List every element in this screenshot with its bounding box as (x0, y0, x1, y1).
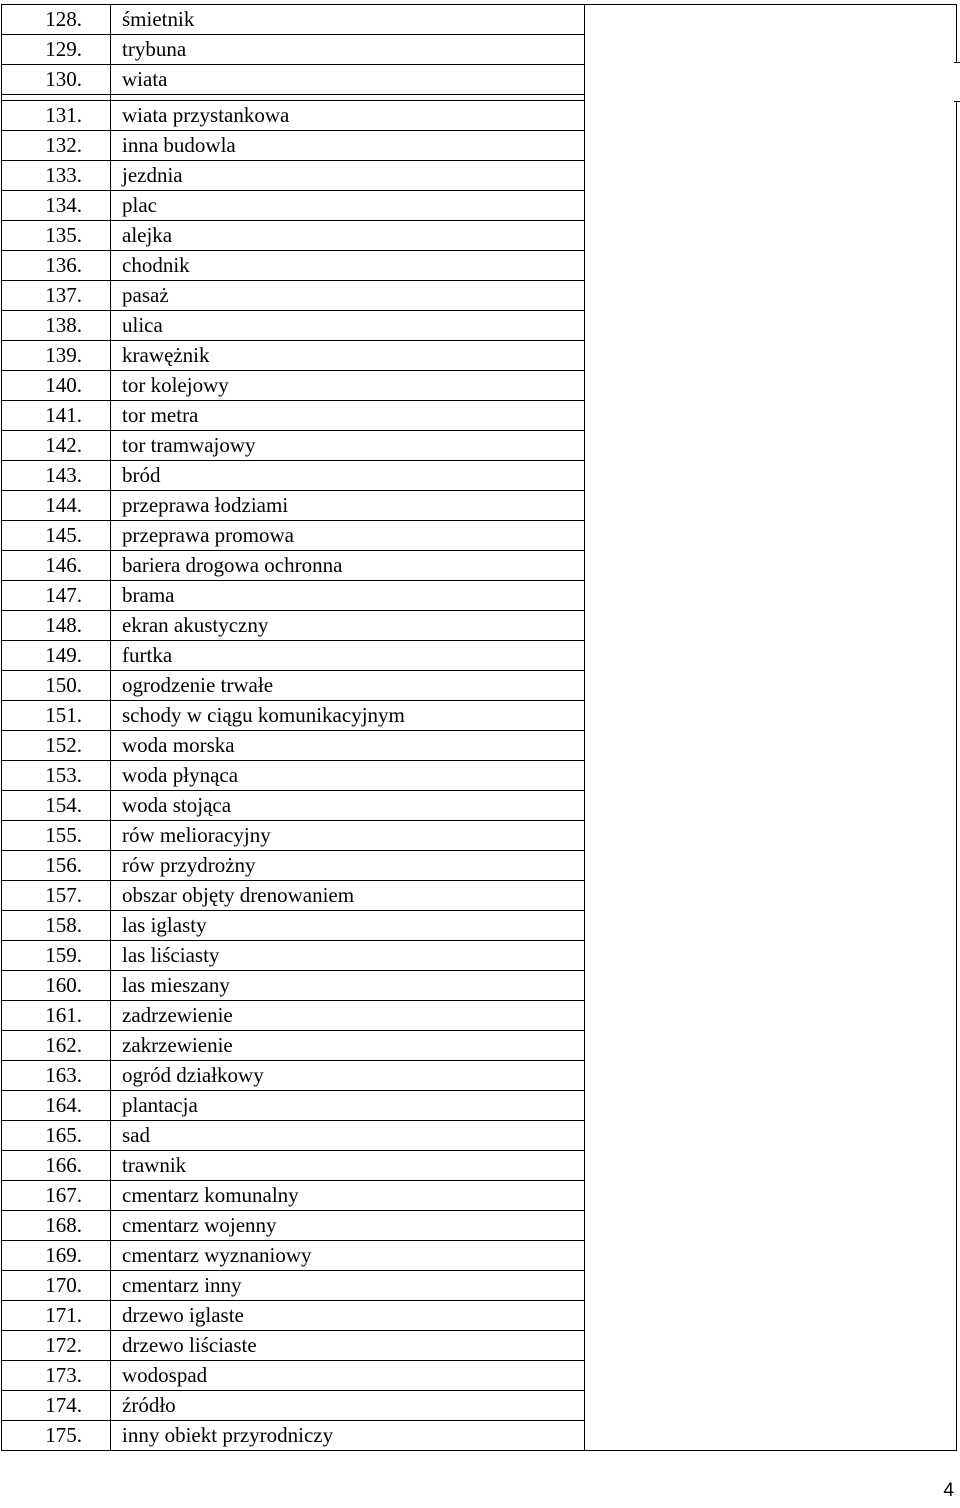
row-name: woda morska (111, 731, 585, 761)
row-name: woda stojąca (111, 791, 585, 821)
row-number: 137. (2, 281, 111, 311)
row-number: 146. (2, 551, 111, 581)
row-number: 138. (2, 311, 111, 341)
row-name: jezdnia (111, 161, 585, 191)
empty-right-column (585, 5, 957, 1451)
row-name: woda płynąca (111, 761, 585, 791)
row-name: wiata przystankowa (111, 101, 585, 131)
row-number: 158. (2, 911, 111, 941)
row-number: 175. (2, 1421, 111, 1451)
row-number: 166. (2, 1151, 111, 1181)
row-name: trybuna (111, 35, 585, 65)
page-number: 4 (943, 1480, 954, 1501)
row-number: 133. (2, 161, 111, 191)
row-number: 132. (2, 131, 111, 161)
row-name: sad (111, 1121, 585, 1151)
row-name: plantacja (111, 1091, 585, 1121)
row-name: ogrodzenie trwałe (111, 671, 585, 701)
row-number: 151. (2, 701, 111, 731)
row-name: obszar objęty drenowaniem (111, 881, 585, 911)
row-number: 153. (2, 761, 111, 791)
row-number: 128. (2, 5, 111, 35)
row-name: zakrzewienie (111, 1031, 585, 1061)
row-number: 148. (2, 611, 111, 641)
row-number: 155. (2, 821, 111, 851)
row-number: 139. (2, 341, 111, 371)
row-name: las mieszany (111, 971, 585, 1001)
row-number: 143. (2, 461, 111, 491)
row-number: 147. (2, 581, 111, 611)
row-name: rów melioracyjny (111, 821, 585, 851)
row-number: 161. (2, 1001, 111, 1031)
row-number: 150. (2, 671, 111, 701)
row-name: wiata (111, 65, 585, 95)
row-name: tor kolejowy (111, 371, 585, 401)
row-number: 164. (2, 1091, 111, 1121)
item-table (1, 4, 957, 1451)
row-name: drzewo liściaste (111, 1331, 585, 1361)
row-number: 152. (2, 731, 111, 761)
row-name: tor metra (111, 401, 585, 431)
row-number: 156. (2, 851, 111, 881)
row-number: 142. (2, 431, 111, 461)
row-number: 159. (2, 941, 111, 971)
row-name: ekran akustyczny (111, 611, 585, 641)
row-name: krawężnik (111, 341, 585, 371)
row-name: cmentarz inny (111, 1271, 585, 1301)
row-number: 131. (2, 101, 111, 131)
row-name: ogród działkowy (111, 1061, 585, 1091)
row-number: 129. (2, 35, 111, 65)
row-name: brama (111, 581, 585, 611)
row-number: 145. (2, 521, 111, 551)
row-name: cmentarz wyznaniowy (111, 1241, 585, 1271)
row-name: cmentarz komunalny (111, 1181, 585, 1211)
row-number: 135. (2, 221, 111, 251)
row-number: 134. (2, 191, 111, 221)
table-row (2, 5, 957, 35)
row-number: 172. (2, 1331, 111, 1361)
row-number: 168. (2, 1211, 111, 1241)
row-number: 160. (2, 971, 111, 1001)
row-number: 140. (2, 371, 111, 401)
row-number: 174. (2, 1391, 111, 1421)
row-number: 165. (2, 1121, 111, 1151)
row-number: 130. (2, 65, 111, 95)
row-name: cmentarz wojenny (111, 1211, 585, 1241)
row-name: plac (111, 191, 585, 221)
page-edge-notch (954, 62, 960, 102)
row-number: 169. (2, 1241, 111, 1271)
row-name: las liściasty (111, 941, 585, 971)
row-number: 162. (2, 1031, 111, 1061)
row-name: tor tramwajowy (111, 431, 585, 461)
row-name: pasaż (111, 281, 585, 311)
row-name: śmietnik (111, 5, 585, 35)
row-name: trawnik (111, 1151, 585, 1181)
row-name: przeprawa promowa (111, 521, 585, 551)
row-number: 144. (2, 491, 111, 521)
row-name: inny obiekt przyrodniczy (111, 1421, 585, 1451)
row-number: 136. (2, 251, 111, 281)
row-name: wodospad (111, 1361, 585, 1391)
row-name: przeprawa łodziami (111, 491, 585, 521)
item-table-body (2, 5, 957, 1451)
row-number: 170. (2, 1271, 111, 1301)
row-name: inna budowla (111, 131, 585, 161)
row-name: drzewo iglaste (111, 1301, 585, 1331)
row-number: 173. (2, 1361, 111, 1391)
row-number: 141. (2, 401, 111, 431)
row-name: źródło (111, 1391, 585, 1421)
row-number: 157. (2, 881, 111, 911)
row-number: 154. (2, 791, 111, 821)
row-name: alejka (111, 221, 585, 251)
row-name: schody w ciągu komunikacyjnym (111, 701, 585, 731)
row-name: zadrzewienie (111, 1001, 585, 1031)
row-name: las iglasty (111, 911, 585, 941)
row-name: ulica (111, 311, 585, 341)
row-name: furtka (111, 641, 585, 671)
row-number: 149. (2, 641, 111, 671)
row-number: 171. (2, 1301, 111, 1331)
row-name: bród (111, 461, 585, 491)
row-number: 163. (2, 1061, 111, 1091)
row-name: rów przydrożny (111, 851, 585, 881)
row-name: chodnik (111, 251, 585, 281)
row-number: 167. (2, 1181, 111, 1211)
row-name: bariera drogowa ochronna (111, 551, 585, 581)
